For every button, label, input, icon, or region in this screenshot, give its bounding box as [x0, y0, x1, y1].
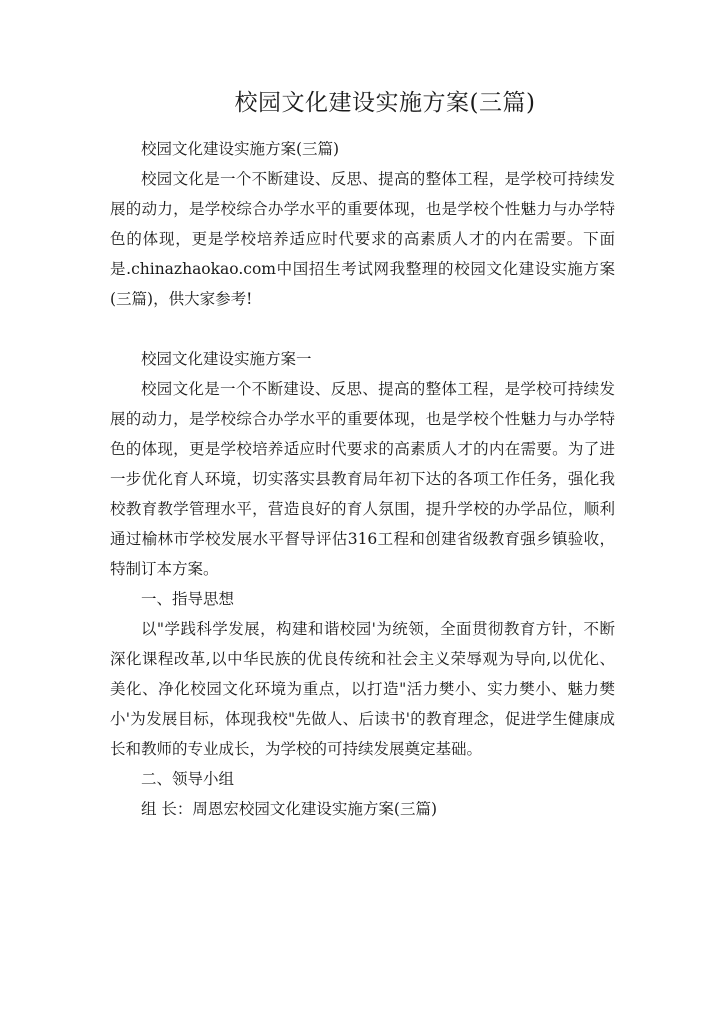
group-leader-line: 组 长：周恩宏校园文化建设实施方案(三篇) — [141, 800, 438, 818]
subtitle-paragraph: 校园文化建设实施方案(三篇) — [141, 140, 340, 158]
paragraph-spacer — [110, 314, 615, 344]
plan-one-paragraph: 校园文化是一个不断建设、反思、提高的整体工程，是学校可持续发展的动力，是学校综合办学水平的重要体现，也是学校个性魅力与办学特色的体现，更是学校培养适应时代要求的高素质人才的内在需要。为了进一步优化育人环境，切实落实县教育局年初下达的各项工作任务，强化我校教育教学管理水平，营造良好的育人氛围，提升学校的办学品位，顺利通过榆林市学校发展水平督导评估316工程和创建省级教育强乡镇验收，特制订本方案。 — [110, 380, 615, 578]
document-title: 校园文化建设实施方案(三篇) — [234, 90, 536, 116]
guiding-ideology-paragraph: 以"学践科学发展，构建和谐校园'为统领，全面贯彻教育方针，不断深化课程改革,以中华民族的优良传统和社会主义荣辱观为导向,以优化、美化、净化校园文化环境为重点，以打造"活力樊小、实力樊小、魅力樊小'为发展目标，体现我校"先做人、后读书'的教育理念，促进学生健康成长和教师的专业成长，为学校的可持续发展奠定基础。 — [110, 620, 615, 758]
heading-leadership-group: 二、领导小组 — [141, 770, 235, 788]
heading-guiding-ideology: 一、指导思想 — [141, 590, 235, 608]
section-heading-plan-one: 校园文化建设实施方案一 — [141, 350, 312, 368]
intro-paragraph: 校园文化是一个不断建设、反思、提高的整体工程，是学校可持续发展的动力，是学校综合办学水平的重要体现，也是学校个性魅力与办学特色的体现，更是学校培养适应时代要求的高素质人才的内在需要。下面是.chinazhaokao.com中国招生考试网我整理的校园文化建设实施方案(三篇)，供大家参考! — [110, 170, 615, 308]
document-body — [110, 134, 615, 824]
